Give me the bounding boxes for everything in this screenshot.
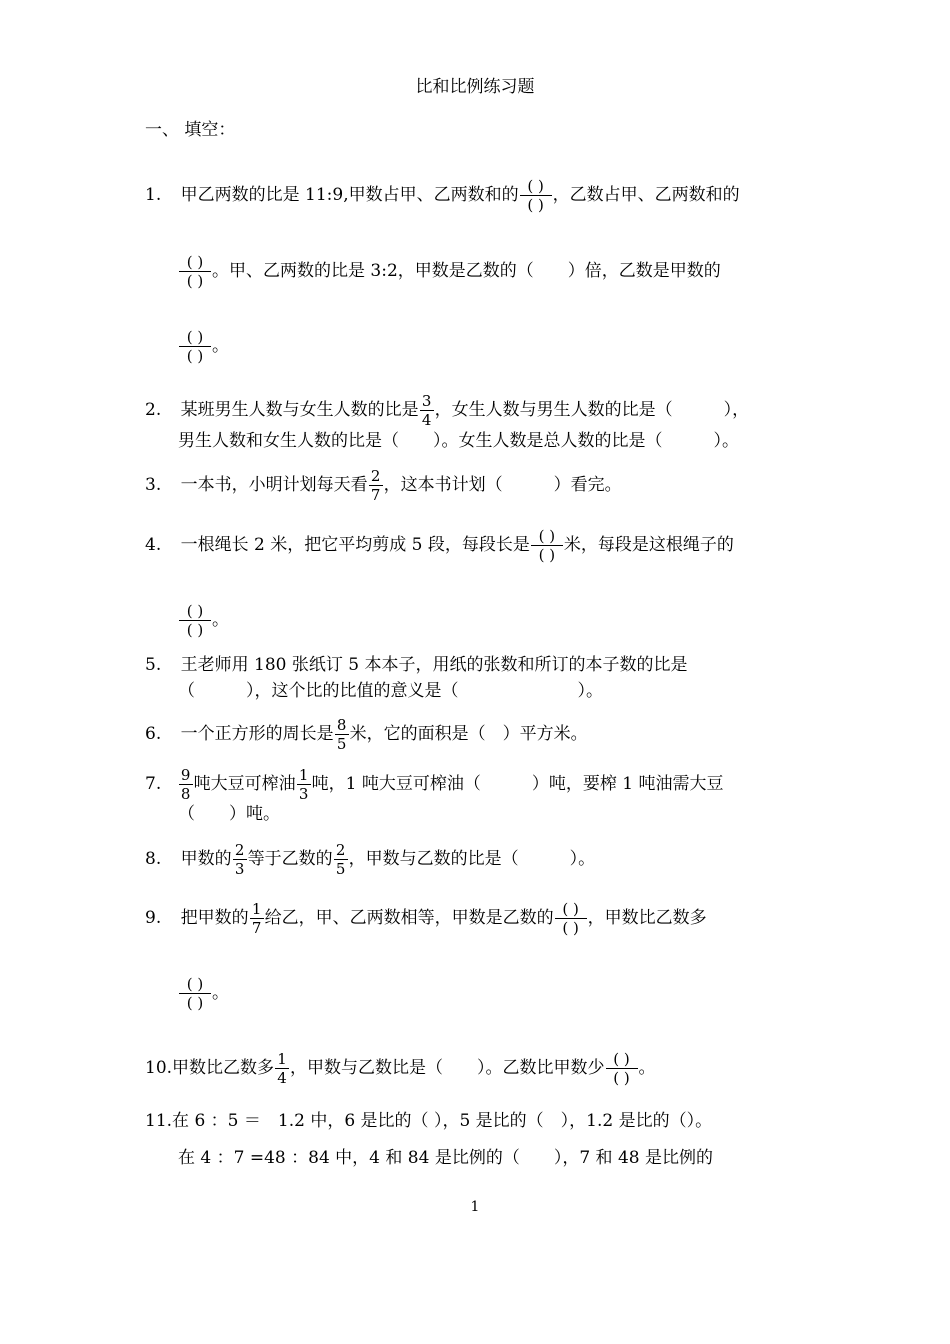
fraction: $\frac{2}{7}$ <box>369 467 383 504</box>
question-5-line-2: （ ），这个比的比值的意义是（ ）。 <box>178 681 603 701</box>
fraction: $\frac{1}{4}$ <box>275 1050 289 1087</box>
question-text: 吨大豆可榨油 <box>193 774 296 794</box>
question-text: ，甲数与乙数比是（ ）。乙数比甲数少 <box>290 1058 605 1078</box>
blank-fraction[interactable]: $\frac{( )}{( )}$ <box>531 527 563 564</box>
fraction: $\frac{8}{5}$ <box>335 716 349 753</box>
question-text: 。 <box>212 336 229 356</box>
question-text: ，甲数与乙数的比是（ ）。 <box>348 849 596 869</box>
question-text: ，甲数比乙数多 <box>587 908 707 928</box>
question-2-line-1 <box>145 392 749 429</box>
blank-fraction[interactable]: $\frac{( )}{( )}$ <box>179 602 211 639</box>
fraction: $\frac{9}{8}$ <box>179 766 193 803</box>
question-number: 1. <box>145 185 162 205</box>
question-text: 米，每段是这根绳子的 <box>563 535 734 555</box>
question-text: ，女生人数与男生人数的比是（ ）， <box>434 400 750 420</box>
fraction: $\frac{1}{7}$ <box>250 900 264 937</box>
question-text: 一根绳长 2 米，把它平均剪成 5 段，每段长是 <box>180 535 530 555</box>
question-5-line-1 <box>145 655 688 675</box>
question-text: ，这本书计划（ ）看完。 <box>383 475 622 495</box>
question-text: ，乙数占甲、乙两数和的 <box>552 185 740 205</box>
fraction: $\frac{3}{4}$ <box>420 392 434 429</box>
fraction: $\frac{2}{5}$ <box>334 841 348 878</box>
blank-fraction[interactable]: $\frac{( )}{( )}$ <box>606 1050 638 1087</box>
question-9-line-1 <box>145 900 707 937</box>
blank-fraction[interactable]: $\frac{( )}{( )}$ <box>555 900 587 937</box>
question-text: 等于乙数的 <box>247 849 333 869</box>
question-text: 米，它的面积是（ ）平方米。 <box>349 724 588 744</box>
question-text: 。 <box>638 1058 656 1078</box>
question-number: 2. <box>145 400 162 420</box>
blank-fraction[interactable]: $\frac{( )}{( )}$ <box>179 328 211 365</box>
question-number: 3. <box>145 475 162 495</box>
question-text: 把甲数的 <box>180 908 249 928</box>
question-text: 甲数比乙数多 <box>172 1058 275 1078</box>
question-11-line-1 <box>145 1111 712 1131</box>
question-1-line-2 <box>178 253 721 290</box>
question-number: 6. <box>145 724 162 744</box>
question-10 <box>145 1050 656 1087</box>
page-number: 1 <box>470 1199 480 1215</box>
question-text: 。 <box>212 610 229 630</box>
fraction: $\frac{2}{3}$ <box>233 841 247 878</box>
blank-fraction[interactable]: $\frac{( )}{( )}$ <box>179 253 211 290</box>
question-text: 一个正方形的周长是 <box>180 724 334 744</box>
question-text: 甲乙两数的比是 11:9,甲数占甲、乙两数和的 <box>180 185 519 205</box>
question-text: 王老师用 180 张纸订 5 本本子，用纸的张数和所订的本子数的比是 <box>180 655 688 675</box>
question-4-line-1 <box>145 527 734 564</box>
question-number: 11. <box>145 1111 173 1131</box>
question-3 <box>145 467 622 504</box>
question-number: 10. <box>145 1058 173 1078</box>
question-text: 某班男生人数与女生人数的比是 <box>180 400 419 420</box>
page-title: 比和比例练习题 <box>415 77 535 97</box>
question-number: 8. <box>145 849 162 869</box>
question-number: 7. <box>145 774 162 794</box>
question-9-line-2 <box>178 975 229 1012</box>
question-number: 5. <box>145 655 162 675</box>
question-text: 甲数的 <box>180 849 232 869</box>
question-1-line-3 <box>178 328 229 365</box>
blank-fraction[interactable]: $\frac{( )}{( )}$ <box>179 975 211 1012</box>
question-2-line-2: 男生人数和女生人数的比是（ ）。女生人数是总人数的比是（ ）。 <box>178 431 739 451</box>
question-1-line-1 <box>145 177 740 214</box>
question-text: 一本书，小明计划每天看 <box>180 475 368 495</box>
question-number: 9. <box>145 908 162 928</box>
question-text: 。 <box>212 983 229 1003</box>
question-text: 给乙，甲、乙两数相等，甲数是乙数的 <box>264 908 554 928</box>
question-number: 4. <box>145 535 162 555</box>
question-text: 吨，1 吨大豆可榨油（ ）吨，要榨 1 吨油需大豆 <box>311 774 724 794</box>
question-7-line-2: （ ）吨。 <box>178 804 280 824</box>
blank-fraction[interactable]: $\frac{( )}{( )}$ <box>520 177 552 214</box>
fraction: $\frac{1}{3}$ <box>297 766 311 803</box>
question-text: 。甲、乙两数的比是 3:2，甲数是乙数的（ ）倍，乙数是甲数的 <box>212 261 721 281</box>
section-heading: 一、 填空： <box>145 120 236 140</box>
question-7-line-1 <box>145 766 723 803</box>
question-8 <box>145 841 595 878</box>
question-4-line-2 <box>178 602 229 639</box>
question-text: 在 6 ：5 ＝ 1.2 中，6 是比的（ ），5 是比的（ ），1.2 是比的（）。 <box>172 1111 713 1131</box>
question-11-line-2: 在 4 ：7 =48 ：84 中，4 和 84 是比例的（ ），7 和 48 是比例的 <box>178 1148 713 1168</box>
question-6 <box>145 716 588 753</box>
